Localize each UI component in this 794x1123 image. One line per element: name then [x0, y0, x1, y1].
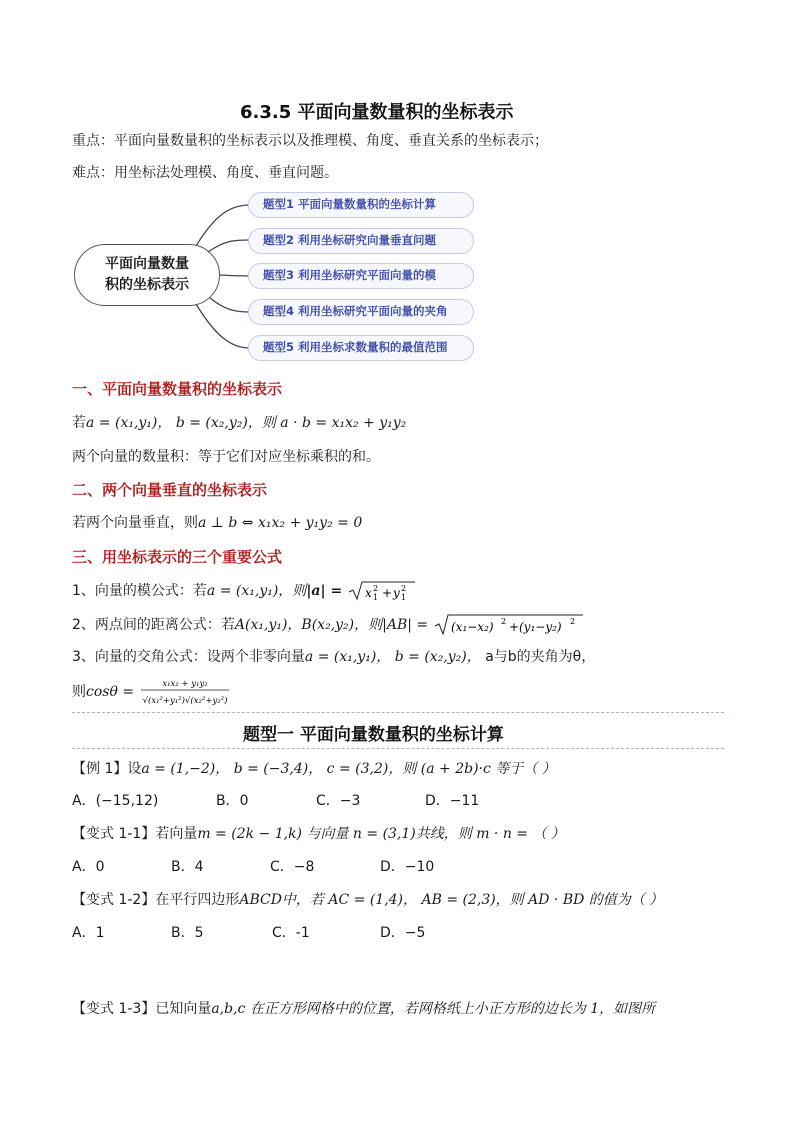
item3-a: a = (x₁,y₁)，	[304, 649, 391, 665]
ex1-option-d: D．−11	[425, 793, 480, 809]
connector-4	[210, 298, 250, 312]
var11-option-a: A．0	[72, 859, 105, 875]
ex1-option-c: C．−3	[316, 793, 361, 809]
item3-b: b = (x₂,y₂)，	[394, 649, 481, 665]
var12-option-d: D．−5	[380, 925, 426, 941]
svg-text:2: 2	[400, 584, 406, 593]
item3-suffix: a与b的夹角为θ，	[485, 649, 596, 665]
connector-2	[208, 240, 250, 252]
difficulty: 难点：用坐标法处理模、角度、垂直问题。	[72, 165, 338, 181]
section2-heading: 二、两个向量垂直的坐标表示	[72, 481, 268, 499]
var11-prefix: 【变式 1-1】若向量	[72, 826, 198, 842]
mindmap-center	[74, 244, 220, 306]
var12-option-b: B．5	[171, 925, 204, 941]
mindmap-branch-5: 题型5 利用坐标求数量积的最值范围	[248, 335, 474, 361]
var12-option-a: A．1	[72, 925, 105, 941]
var11-option-d: D．−10	[380, 859, 435, 875]
section3-item1	[72, 579, 417, 603]
item1-mod: |a| =	[306, 583, 343, 599]
type-one-heading: 题型一 平面向量数量积的坐标计算	[243, 725, 504, 745]
variant-1-1	[72, 823, 565, 843]
variant-1-2	[72, 889, 663, 909]
svg-text:x₁x₂ + y₁y₂: x₁x₂ + y₁y₂	[161, 679, 208, 689]
ex1-option-b: B．0	[216, 793, 249, 809]
connector-3	[220, 275, 250, 276]
item3-then: 则	[72, 684, 86, 700]
svg-text:1: 1	[372, 593, 378, 602]
ex1-option-a: A．(−15,12)	[72, 793, 159, 809]
section1-text: 两个向量的数量积：等于它们对应坐标乘积的和。	[72, 449, 380, 465]
page-title: 6.3.5 平面向量数量积的坐标表示	[240, 102, 514, 123]
section3-cos	[72, 676, 231, 708]
var11-body: m = (2k − 1,k) 与向量 n = (3,1)共线，则 m · n = （ ）	[197, 826, 565, 842]
svg-text:(x₁−x₂): (x₁−x₂)	[450, 620, 494, 634]
section2-prefix: 若两个向量垂直，则	[72, 515, 198, 531]
section1-heading: 一、平面向量数量积的坐标表示	[72, 380, 283, 398]
var13-body: a,b,c 在正方形网格中的位置，若网格纸上小正方形的边长为 1，如图所	[211, 1001, 656, 1017]
section3-item2	[72, 612, 585, 638]
variant-1-3	[72, 998, 655, 1018]
cos-fraction	[139, 676, 231, 708]
divider-bottom	[72, 748, 724, 749]
ex1-body: a = (1,−2)， b = (−3,4)， c = (3,2)，则 (a + 2b)·c 等于（ ）	[141, 761, 556, 777]
item1-a: a = (x₁,y₁)，则	[206, 583, 307, 599]
var13-prefix: 【变式 1-3】已知向量	[72, 1001, 212, 1017]
connector-5	[196, 304, 250, 348]
divider-top	[72, 712, 724, 713]
section1-b: b = (x₂,y₂)，则	[175, 415, 276, 431]
ex1-prefix: 【例 1】设	[72, 761, 142, 777]
mindmap-branch-3: 题型3 利用坐标研究平面向量的模	[248, 263, 474, 289]
section2-formula	[72, 512, 362, 532]
svg-text:√(x₁²+y₁²)√(x₂²+y₂²): √(x₁²+y₁²)√(x₂²+y₂²)	[142, 696, 227, 706]
section1-ab: a · b = x₁x₂ + y₁y₂	[280, 415, 407, 431]
section1-prefix: 若	[72, 415, 86, 431]
item3-prefix: 3、向量的交角公式：设两个非零向量	[72, 649, 305, 665]
mindmap-branch-4: 题型4 利用坐标研究平面向量的夹角	[248, 299, 474, 325]
svg-text:+: +	[508, 620, 519, 634]
section1-a: a = (x₁,y₁)，	[86, 415, 172, 431]
svg-text:1: 1	[400, 593, 406, 602]
item2-prefix: 2、两点间的距离公式：若	[72, 617, 235, 633]
mindmap-center-line2: 积的坐标表示	[105, 277, 189, 293]
item2-points: A(x₁,y₁)，B(x₂,y₂)，则	[234, 617, 383, 633]
var11-option-c: C．−8	[270, 859, 315, 875]
var11-option-b: B．4	[171, 859, 204, 875]
svg-text:2: 2	[372, 584, 378, 593]
section1-formula	[72, 412, 406, 432]
mindmap-branch-2: 题型2 利用坐标研究向量垂直问题	[248, 228, 474, 254]
mindmap-center-line1: 平面向量数量	[105, 256, 189, 272]
svg-text:(y₁−y₂): (y₁−y₂)	[518, 620, 562, 634]
item2-ab: |AB| =	[382, 617, 429, 633]
item1-sqrt	[347, 579, 417, 603]
key-point: 重点：平面向量数量积的坐标表示以及推理模、角度、垂直关系的坐标表示；	[72, 133, 548, 149]
var12-prefix: 【变式 1-2】在平行四边形	[72, 892, 240, 908]
svg-text:y: y	[392, 586, 400, 600]
example-1	[72, 758, 556, 778]
item3-cos: cosθ =	[86, 684, 135, 700]
svg-text:x: x	[364, 586, 372, 600]
mindmap-branch-1: 题型1 平面向量数量积的坐标计算	[248, 192, 474, 218]
section3-heading: 三、用坐标表示的三个重要公式	[72, 548, 283, 566]
svg-text:2: 2	[500, 617, 506, 626]
item2-sqrt	[433, 612, 585, 638]
var12-option-c: C．-1	[272, 925, 310, 941]
svg-text:+: +	[381, 586, 392, 600]
svg-text:2: 2	[569, 617, 575, 626]
section3-item3	[72, 646, 595, 666]
var12-body: ABCD中，若 AC = (1,4)， AB = (2,3)，则 AD · BD 的值为（ ）	[239, 892, 664, 908]
item1-prefix: 1、向量的模公式：若	[72, 583, 207, 599]
section2-math: a ⊥ b ⇔ x₁x₂ + y₁y₂ = 0	[198, 515, 363, 531]
